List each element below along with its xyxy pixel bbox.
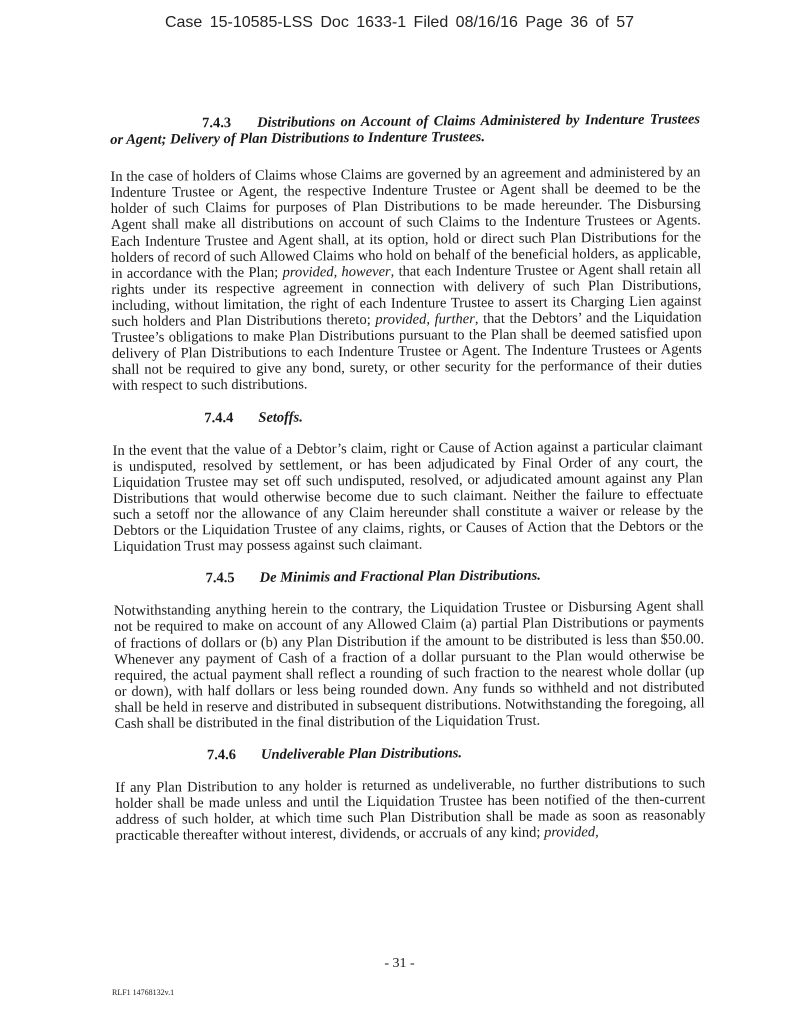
page-number: - 31 -	[384, 956, 415, 971]
section-paragraph-7-4-4: In the event that the value of a Debtor’s claim, right or Cause of Action against a particular claimant is undisputed, resolved by settlement, or has been adjudicated by Final Order of any court, the Liquidation Trustee may set off such undisputed, resolved, or adjudicated amount against any Plan Distributions that would otherwise become due to such claimant. Neither the failure to effectuate such a setoff nor the allowance of any Claim hereunder shall constitute a waiver or release by the Debtors or the Liquidation Trustee of any claims, rights, or Causes of Action that the Debtors or the Liquidation Trust may possess against such claimant.	[112, 437, 704, 556]
italic-proviso: provided,	[543, 824, 599, 842]
doc-number: Doc 1633-1	[320, 14, 407, 31]
section-title: De Minimis and Fractional Plan Distributions.	[259, 567, 541, 587]
section-number: 7.4.5	[205, 570, 235, 587]
section-heading-7-4-5	[206, 567, 704, 587]
document-body	[110, 111, 706, 844]
case-number: Case 15-10585-LSS	[164, 14, 313, 31]
section-paragraph-7-4-6: If any Plan Distribution to any holder is returned as undeliverable, no further distributions to such holder shall be made unless and until the Liquidation Trustee has been notified of the then-current address of such holder, at which time such Plan Distribution shall be made as soon as reasonably practicable thereafter without interest, dividends, or accruals of any kind; provided,	[115, 775, 706, 845]
section-title: Undeliverable Plan Distributions.	[260, 745, 463, 763]
section-heading-7-4-4	[204, 406, 702, 426]
document-id: RLF1 14768132v.1	[112, 988, 175, 997]
section-paragraph-7-4-5: Notwithstanding anything herein to the contrary, the Liquidation Trustee or Disbursing Agent shall not be required to make on account of any Allowed Claim (a) partial Plan Distributions or payments of fractions of dollars or (b) any Plan Distribution if the amount to be distributed is less than $50.00. Whenever any payment of Cash of a fraction of a dollar pursuant to the Plan would otherwise be required, the actual payment shall reflect a rounding of such fraction to the nearest whole dollar (up or down), with half dollars or less being rounded down. Any funds so withheld and not distributed shall be held in reserve and distributed in subsequent distributions. Notwithstanding the foregoing, all Cash shall be distributed in the final distribution of the Liquidation Trust.	[113, 598, 705, 732]
page-header	[0, 14, 799, 32]
section-heading-7-4-6	[207, 743, 705, 763]
section-paragraph-7-4-3: In the case of holders of Claims whose Claims are governed by an agreement and administered by an Indenture Trustee or Agent, the respective Indenture Trustee or Agent shall be deemed to be the holder of such Claims for purposes of Plan Distributions to be made hereunder. The Disbursing Agent shall make all distributions on account of such Claims to the Indenture Trustees or Agents. Each Indenture Trustee and Agent shall, at its option, hold or direct such Plan Distributions for the holders of record of such Allowed Claims who hold on behalf of the beneficial holders, as applicable, in accordance with the Plan; provided, however, that each Indenture Trustee or Agent shall retain all rights under its respective agreement in connection with delivery of such Plan Distributions, including, without limitation, the right of each Indenture Trustee to assert its Charging Lien against such holders and Plan Distributions thereto; provided, further, that the Debtors’ and the Liquidation Trustee’s obligations to make Plan Distributions pursuant to the Plan shall be deemed satisfied upon delivery of Plan Distributions to each Indenture Trustee or Agent. The Indenture Trustees or Agents shall not be required to give any bond, surety, or other security for the performance of their duties with respect to such distributions.	[110, 164, 703, 395]
section-title: Distributions on Account of Claims Administered by Indenture Trustees or Agent; Delivery of Plan Distributions to Indenture Trustees.	[110, 111, 701, 149]
section-title: Setoffs.	[258, 408, 303, 426]
section-number: 7.4.6	[206, 747, 237, 764]
italic-proviso: provided, further	[375, 311, 475, 328]
section-heading-7-4-3	[110, 111, 700, 148]
italic-proviso: provided, however	[282, 263, 391, 281]
page-of-total: Page 36 of 57	[525, 14, 635, 31]
section-number: 7.4.3	[201, 115, 232, 132]
section-number: 7.4.4	[204, 409, 234, 426]
filed-date: Filed 08/16/16	[413, 14, 518, 31]
